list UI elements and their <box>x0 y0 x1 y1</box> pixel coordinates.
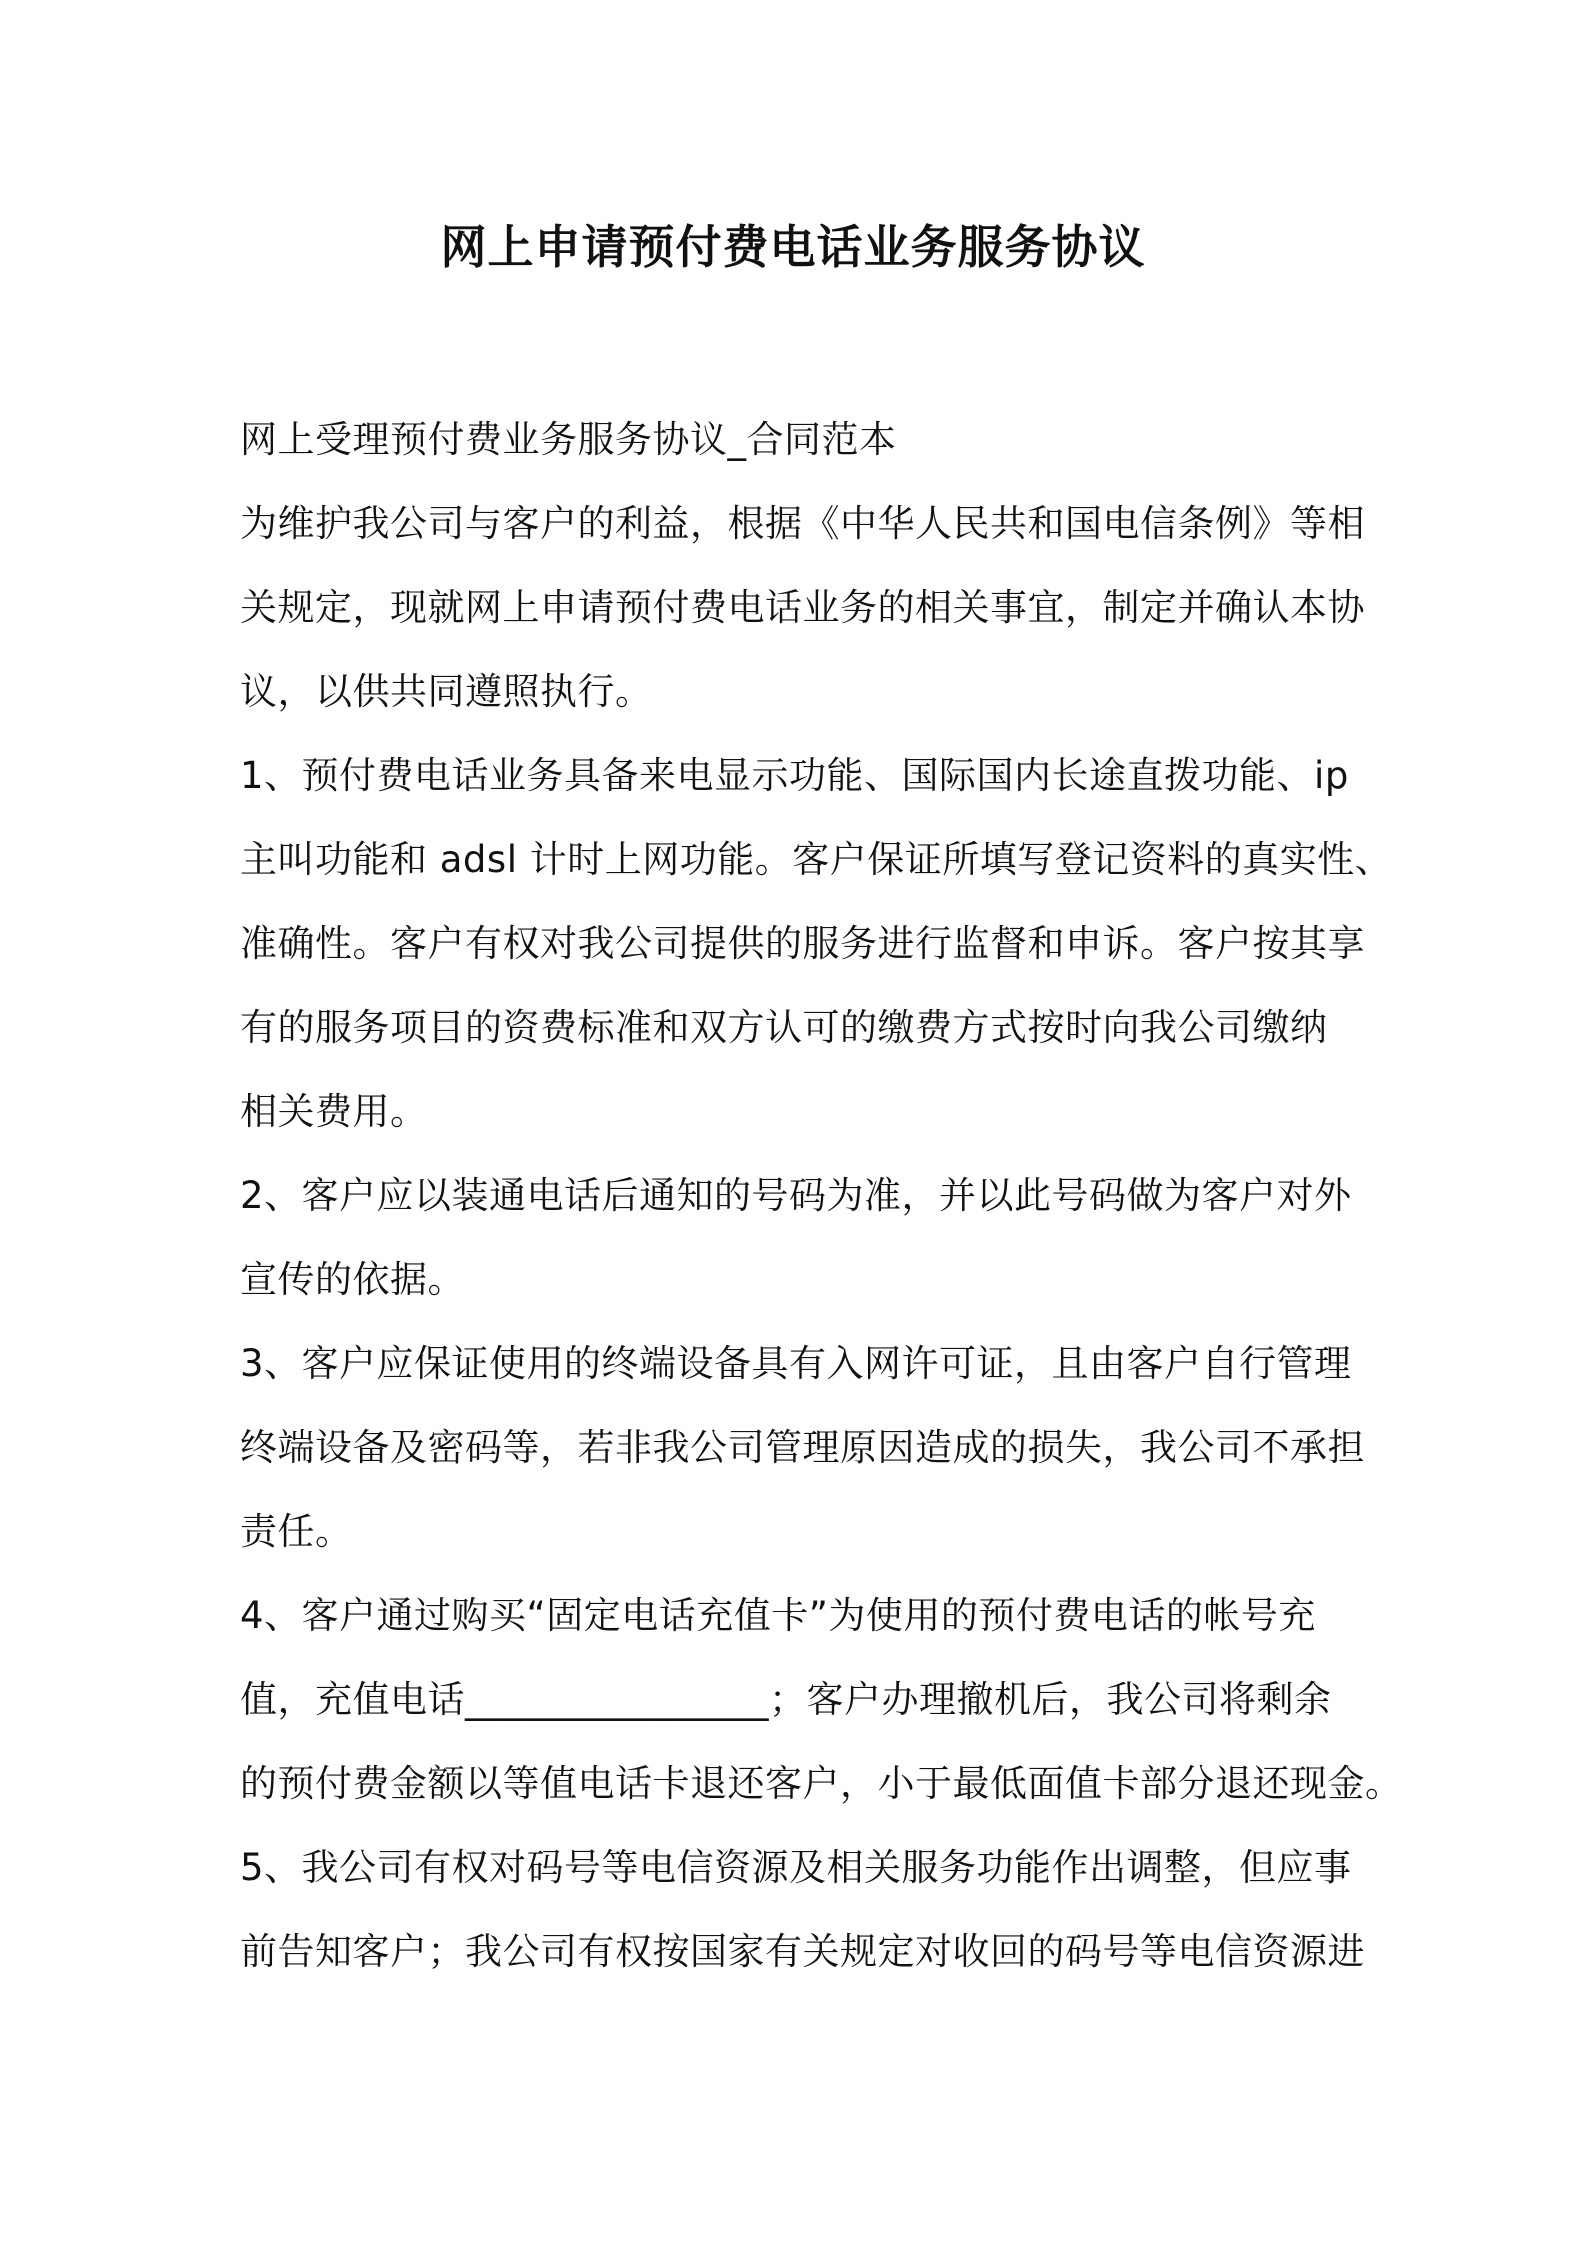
body-line: 为维护我公司与客户的利益，根据《中华人民共和国电信条例》等相 <box>240 502 1365 545</box>
subtitle-line: 网上受理预付费业务服务协议_合同范本 <box>240 418 897 461</box>
clause-1-line: 有的服务项目的资费标准和双方认可的缴费方式按时向我公司缴纳 <box>240 1006 1328 1049</box>
clause-1-line: 准确性。客户有权对我公司提供的服务进行监督和申诉。客户按其享 <box>240 922 1365 965</box>
clause-5-line: 前告知客户；我公司有权按国家有关规定对收回的码号等电信资源进 <box>240 1930 1365 1973</box>
clause-5-line: 5、我公司有权对码号等电信资源及相关服务功能作出调整，但应事 <box>240 1846 1352 1889</box>
document-body <box>240 398 1403 1994</box>
clause-4-line: 4、客户通过购买“固定电话充值卡”为使用的预付费电话的帐号充 <box>240 1594 1316 1637</box>
body-line: 关规定，现就网上申请预付费电话业务的相关事宜，制定并确认本协 <box>240 586 1365 629</box>
clause-2-line: 2、客户应以装通电话后通知的号码为准，并以此号码做为客户对外 <box>240 1174 1352 1217</box>
document-title: 网上申请预付费电话业务服务协议 <box>440 220 1146 274</box>
clause-4-line: 值，充值电话________________；客户办理撤机后，我公司将剩余 <box>240 1678 1332 1721</box>
body-line: 议，以供共同遵照执行。 <box>240 670 653 713</box>
clause-1-line: 相关费用。 <box>240 1090 428 1133</box>
clause-3-line: 3、客户应保证使用的终端设备具有入网许可证，且由客户自行管理 <box>240 1342 1352 1385</box>
clause-1-line: 主叫功能和 adsl 计时上网功能。客户保证所填写登记资料的真实性、 <box>240 838 1393 881</box>
clause-4-line: 的预付费金额以等值电话卡退还客户，小于最低面值卡部分退还现金。 <box>240 1762 1403 1805</box>
clause-1-line: 1、预付费电话业务具备来电显示功能、国际国内长途直拨功能、ip <box>240 754 1349 797</box>
clause-3-line: 终端设备及密码等，若非我公司管理原因造成的损失，我公司不承担 <box>240 1426 1365 1469</box>
clause-2-line: 宣传的依据。 <box>240 1258 465 1301</box>
clause-3-line: 责任。 <box>240 1510 353 1553</box>
